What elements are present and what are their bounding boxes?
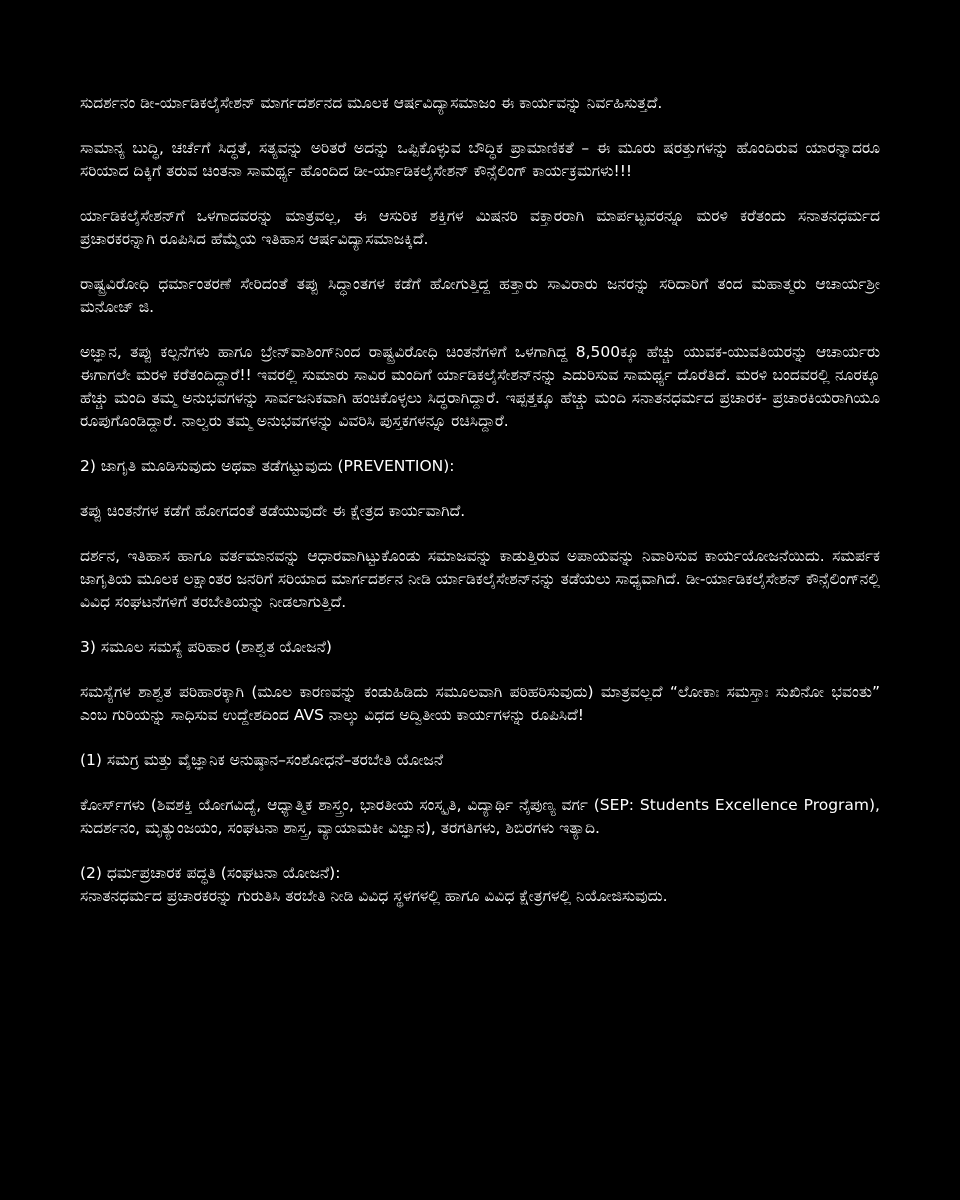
paragraph-history: ರ್ಯಾಡಿಕಲೈಸೇಶನ್‌ಗೆ ಒಳಗಾದವರನ್ನು ಮಾತ್ರವಲ್ಲ, ಈ ಆಸುರಿಕ ಶಕ್ತಿಗಳ ಮಿಷನರಿ ವಕ್ತಾರರಾಗಿ ಮಾರ್ಪಟ್ಟವರನ್ನೂ ಮರಳಿ ಕರೆತಂದು ಸನಾತನಧರ್ಮದ ಪ್ರಚಾರಕರನ್ನಾಗಿ ರೂಪಿಸಿದ ಹೆಮ್ಮೆಯ ಇತಿಹಾಸ ಆರ್ಷವಿದ್ಯಾಸಮಾಜಕ್ಕಿದೆ. (80, 207, 880, 248)
paragraph-prevention-detail: ದರ್ಶನ, ಇತಿಹಾಸ ಹಾಗೂ ವರ್ತಮಾನವನ್ನು ಆಧಾರವಾಗಿಟ್ಟುಕೊಂಡು ಸಮಾಜವನ್ನು ಕಾಡುತ್ತಿರುವ ಅಪಾಯವನ್ನು ನಿವಾರಿಸುವ ಕಾರ್ಯಯೋಜನೆಯಿದು. ಸಮರ್ಪಕ ಜಾಗೃತಿಯ ಮೂಲಕ ಲಕ್ಷಾಂತರ ಜನರಿಗೆ ಸರಿಯಾದ ಮಾರ್ಗದರ್ಶನ ನೀಡಿ ರ್ಯಾಡಿಕಲೈಸೇಶನ್‌ನನ್ನು ತಡೆಯಲು ಸಾಧ್ಯವಾಗಿದೆ. ಡೀ-ರ್ಯಾಡಿಕಲೈಸೇಶನ್ ಕೌನ್ಸೆಲಿಂಗ್‌ನಲ್ಲಿ ವಿವಿಧ ಸಂಘಟನೆಗಳಿಗೆ ತರಬೇತಿಯನ್ನು ನೀಡಲಾಗುತ್ತಿದೆ. (80, 547, 880, 611)
section-heading-prevention: 2) ಜಾಗೃತಿ ಮೂಡಿಸುವುದು ಅಥವಾ ತಡೆಗಟ್ಟುವುದು (PREVENTION): (80, 457, 455, 475)
subheading-research-training: (1) ಸಮಗ್ರ ಮತ್ತು ವೈಜ್ಞಾನಿಕ ಅನುಷ್ಠಾನ–ಸಂಶೋಧನೆ–ತರಬೇತಿ ಯೋಜನೆ (80, 751, 444, 769)
paragraph-conditions: ಸಾಮಾನ್ಯ ಬುದ್ಧಿ, ಚರ್ಚೆಗೆ ಸಿದ್ಧತೆ, ಸತ್ಯವನ್ನು ಅರಿತರೆ ಅದನ್ನು ಒಪ್ಪಿಕೊಳ್ಳುವ ಬೌದ್ಧಿಕ ಪ್ರಾಮಾಣಿಕತೆ – ಈ ಮೂರು ಷರತ್ತುಗಳನ್ನು ಹೊಂದಿರುವ ಯಾರನ್ನಾದರೂ ಸರಿಯಾದ ದಿಕ್ಕಿಗೆ ತರುವ ಚಿಂತನಾ ಸಾಮರ್ಥ್ಯ ಹೊಂದಿದ ಡೀ-ರ್ಯಾಡಿಕಲೈಸೇಶನ್ ಕೌನ್ಸೆಲಿಂಗ್ ಕಾರ್ಯಕ್ರಮಗಳು!!! (80, 139, 880, 180)
subheading-dharma-pracharaka: (2) ಧರ್ಮಪ್ರಚಾರಕ ಪದ್ಧತಿ (ಸಂಘಟನಾ ಯೋಜನೆ): (80, 864, 341, 882)
paragraph-intro: ಸುದರ್ಶನಂ ಡೀ-ರ್ಯಾಡಿಕಲೈಸೇಶನ್ ಮಾರ್ಗದರ್ಶನದ ಮೂಲಕ ಆರ್ಷವಿದ್ಯಾಸಮಾಜಂ ಈ ಕಾರ್ಯವನ್ನು ನಿರ್ವಹಿಸುತ್ತದೆ. (80, 94, 663, 112)
paragraph-permanent-solution: ಸಮಸ್ಯೆಗಳ ಶಾಶ್ವತ ಪರಿಹಾರಕ್ಕಾಗಿ (ಮೂಲ ಕಾರಣವನ್ನು ಕಂಡುಹಿಡಿದು ಸಮೂಲವಾಗಿ ಪರಿಹರಿಸುವುದು) ಮಾತ್ರವಲ್ಲದೆ “ಲೋಕಾಃ ಸಮಸ್ತಾಃ ಸುಖಿನೋ ಭವಂತು” ಎಂಬ ಗುರಿಯನ್ನು ಸಾಧಿಸುವ ಉದ್ದೇಶದಿಂದ AVS ನಾಲ್ಕು ವಿಧದ ಅದ್ವಿತೀಯ ಕಾರ್ಯಗಳನ್ನು ರೂಪಿಸಿದೆ! (80, 683, 880, 724)
paragraph-courses: ಕೋರ್ಸ್‌ಗಳು (ಶಿವಶಕ್ತಿ ಯೋಗವಿದ್ಯೆ, ಆಧ್ಯಾತ್ಮಿಕ ಶಾಸ್ತ್ರಂ, ಭಾರತೀಯ ಸಂಸ್ಕೃತಿ, ವಿದ್ಯಾರ್ಥಿ ನೈಪುಣ್ಯ ವರ್ಗ (SEP: Students Excellence Program), ಸುದರ್ಶನಂ, ಮೃತ್ಯುಂಜಯಂ, ಸಂಘಟನಾ ಶಾಸ್ತ್ರ, ವ್ಯಾಯಾಮಕೀ ವಿಜ್ಞಾನ), ತರಗತಿಗಳು, ಶಿಬಿರಗಳು ಇತ್ಯಾದಿ. (80, 796, 880, 837)
paragraph-achievements: ಅಜ್ಞಾನ, ತಪ್ಪು ಕಲ್ಪನೆಗಳು ಹಾಗೂ ಬ್ರೇನ್‌ವಾಶಿಂಗ್‌ನಿಂದ ರಾಷ್ಟ್ರವಿರೋಧಿ ಚಿಂತನೆಗಳಿಗೆ ಒಳಗಾಗಿದ್ದ 8,500ಕ್ಕೂ ಹೆಚ್ಚು ಯುವಕ-ಯುವತಿಯರನ್ನು ಆಚಾರ್ಯರು ಈಗಾಗಲೇ ಮರಳಿ ಕರೆತಂದಿದ್ದಾರೆ!! ಇವರಲ್ಲಿ ಸುಮಾರು ಸಾವಿರ ಮಂದಿಗೆ ರ್ಯಾಡಿಕಲೈಸೇಶನ್‌ನನ್ನು ಎದುರಿಸುವ ಸಾಮರ್ಥ್ಯ ದೊರೆತಿದೆ. ಮರಳಿ ಬಂದವರಲ್ಲಿ ನೂರಕ್ಕೂ ಹೆಚ್ಚು ಮಂದಿ ತಮ್ಮ ಅನುಭವಗಳನ್ನು ಸಾರ್ವಜನಿಕವಾಗಿ ಹಂಚಿಕೊಳ್ಳಲು ಸಿದ್ಧರಾಗಿದ್ದಾರೆ. ಇಪ್ಪತ್ತಕ್ಕೂ ಹೆಚ್ಚು ಮಂದಿ ಸನಾತನಧರ್ಮದ ಪ್ರಚಾರಕ- ಪ್ರಚಾರಕಿಯರಾಗಿಯೂ ರೂಪುಗೊಂಡಿದ್ದಾರೆ. ನಾಲ್ವರು ತಮ್ಮ ಅನುಭವಗಳನ್ನು ವಿವರಿಸಿ ಪುಸ್ತಕಗಳನ್ನೂ ರಚಿಸಿದ್ದಾರೆ. (80, 343, 880, 430)
paragraph-acharya: ರಾಷ್ಟ್ರವಿರೋಧಿ ಧರ್ಮಾಂತರಣೆ ಸೇರಿದಂತೆ ತಪ್ಪು ಸಿದ್ಧಾಂತಗಳ ಕಡೆಗೆ ಹೋಗುತ್ತಿದ್ದ ಹತ್ತಾರು ಸಾವಿರಾರು ಜನರನ್ನು ಸರಿದಾರಿಗೆ ತಂದ ಮಹಾತ್ಮರು ಆಚಾರ್ಯಶ್ರೀ ಮನೋಜ್ ಜಿ. (80, 275, 880, 316)
paragraph-prevention-summary: ತಪ್ಪು ಚಿಂತನೆಗಳ ಕಡೆಗೆ ಹೋಗದಂತೆ ತಡೆಯುವುದೇ ಈ ಕ್ಷೇತ್ರದ ಕಾರ್ಯವಾಗಿದೆ. (80, 502, 466, 520)
paragraph-pracharaka-deployment: ಸನಾತನಧರ್ಮದ ಪ್ರಚಾರಕರನ್ನು ಗುರುತಿಸಿ ತರಬೇತಿ ನೀಡಿ ವಿವಿಧ ಸ್ಥಳಗಳಲ್ಲಿ ಹಾಗೂ ವಿವಿಧ ಕ್ಷೇತ್ರಗಳಲ್ಲಿ ನಿಯೋಜಿಸುವುದು. (80, 887, 668, 905)
section-heading-permanent-solution: 3) ಸಮೂಲ ಸಮಸ್ಯೆ ಪರಿಹಾರ (ಶಾಶ್ವತ ಯೋಜನೆ) (80, 638, 332, 656)
document-body (80, 92, 880, 930)
